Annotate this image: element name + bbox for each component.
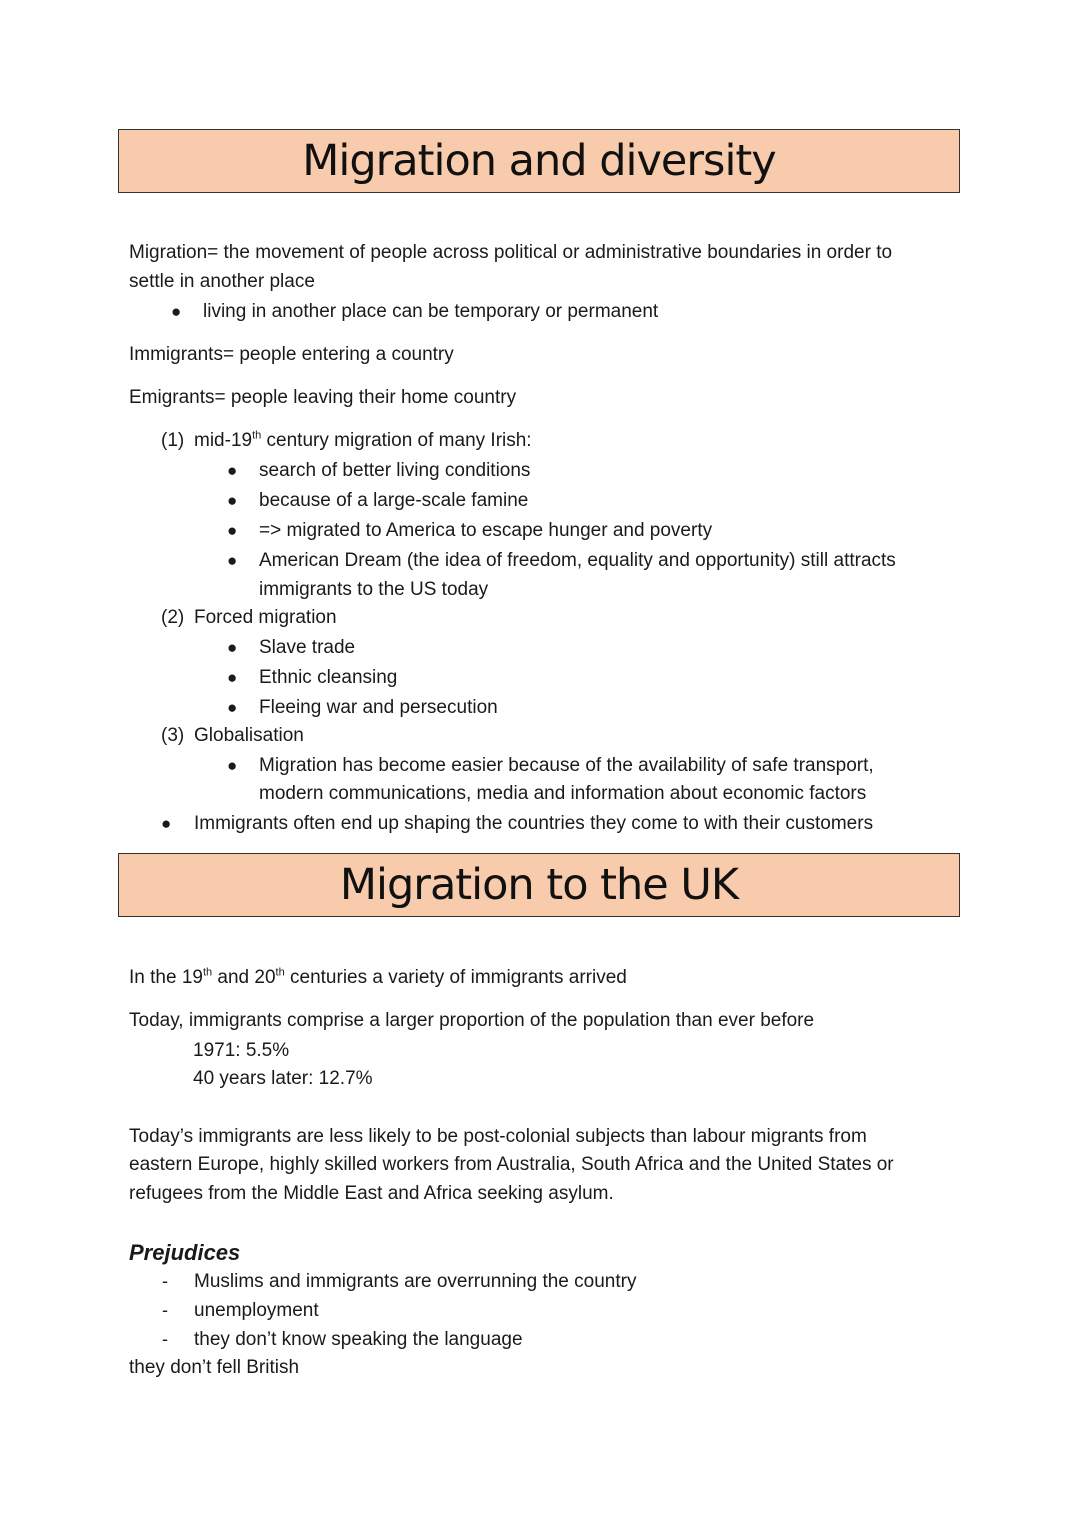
list-item-continued: immigrants to the US today bbox=[259, 579, 489, 600]
prejudice-item: unemployment bbox=[194, 1300, 319, 1321]
bullet-icon: ● bbox=[227, 756, 238, 775]
last-line: they don’t fell British bbox=[129, 1357, 300, 1378]
bullet-icon: ● bbox=[171, 302, 182, 321]
migration-definition-line2: settle in another place bbox=[129, 271, 315, 292]
dash-icon: - bbox=[162, 1271, 168, 1291]
list-item: Ethnic cleansing bbox=[259, 667, 398, 688]
prejudice-item: Muslims and immigrants are overrunning the country bbox=[194, 1271, 637, 1292]
list-item: because of a large-scale famine bbox=[259, 490, 529, 511]
section-title-box bbox=[118, 129, 960, 193]
list-number: (2) bbox=[161, 607, 185, 628]
dash-icon: - bbox=[162, 1329, 168, 1349]
section-title: Migration and diversity bbox=[302, 135, 776, 186]
statistic: 1971: 5.5% bbox=[193, 1040, 290, 1061]
bullet-icon: ● bbox=[227, 521, 238, 540]
section-title: Migration to the UK bbox=[339, 859, 739, 910]
bullet-icon: ● bbox=[227, 461, 238, 480]
uk-intro-line: In the 19th and 20th centuries a variety of immigrants arrived bbox=[129, 966, 627, 988]
immigrants-definition: Immigrants= people entering a country bbox=[129, 344, 454, 365]
list-item: American Dream (the idea of freedom, equality and opportunity) still attracts bbox=[259, 550, 896, 571]
list-item-heading: mid-19th century migration of many Irish: bbox=[194, 429, 532, 451]
list-item: Slave trade bbox=[259, 637, 356, 658]
bullet-icon: ● bbox=[227, 668, 238, 687]
migration-definition-line1: Migration= the movement of people across political or administrative boundaries in order to bbox=[129, 242, 893, 263]
prejudice-item: they don’t know speaking the language bbox=[194, 1329, 523, 1350]
bullet-icon: ● bbox=[161, 814, 172, 833]
list-item: Fleeing war and persecution bbox=[259, 697, 498, 718]
paragraph-line: eastern Europe, highly skilled workers from Australia, South Africa and the United States or bbox=[129, 1154, 894, 1175]
final-bullet: Immigrants often end up shaping the countries they come to with their customers bbox=[194, 813, 874, 834]
list-item: Migration has become easier because of the availability of safe transport, bbox=[259, 755, 874, 776]
definition-bullet: living in another place can be temporary or permanent bbox=[203, 301, 659, 322]
uk-proportion-line: Today, immigrants comprise a larger proportion of the population than ever before bbox=[129, 1010, 815, 1031]
bullet-icon: ● bbox=[227, 551, 238, 570]
list-item: search of better living conditions bbox=[259, 460, 531, 481]
paragraph-line: Today’s immigrants are less likely to be post-colonial subjects than labour migrants from bbox=[129, 1126, 867, 1147]
bullet-icon: ● bbox=[227, 638, 238, 657]
list-number: (3) bbox=[161, 725, 185, 746]
bullet-icon: ● bbox=[227, 491, 238, 510]
dash-icon: - bbox=[162, 1300, 168, 1320]
list-item-heading: Globalisation bbox=[194, 725, 304, 746]
list-item: => migrated to America to escape hunger and poverty bbox=[259, 520, 713, 541]
prejudices-heading: Prejudices bbox=[129, 1240, 241, 1265]
section-title-box bbox=[118, 853, 960, 917]
emigrants-definition: Emigrants= people leaving their home country bbox=[129, 387, 517, 408]
list-item-heading: Forced migration bbox=[194, 607, 337, 628]
bullet-icon: ● bbox=[227, 698, 238, 717]
paragraph-line: refugees from the Middle East and Africa seeking asylum. bbox=[129, 1183, 614, 1204]
list-number: (1) bbox=[161, 430, 185, 451]
list-item-continued: modern communications, media and information about economic factors bbox=[259, 783, 867, 804]
statistic: 40 years later: 12.7% bbox=[193, 1068, 373, 1089]
